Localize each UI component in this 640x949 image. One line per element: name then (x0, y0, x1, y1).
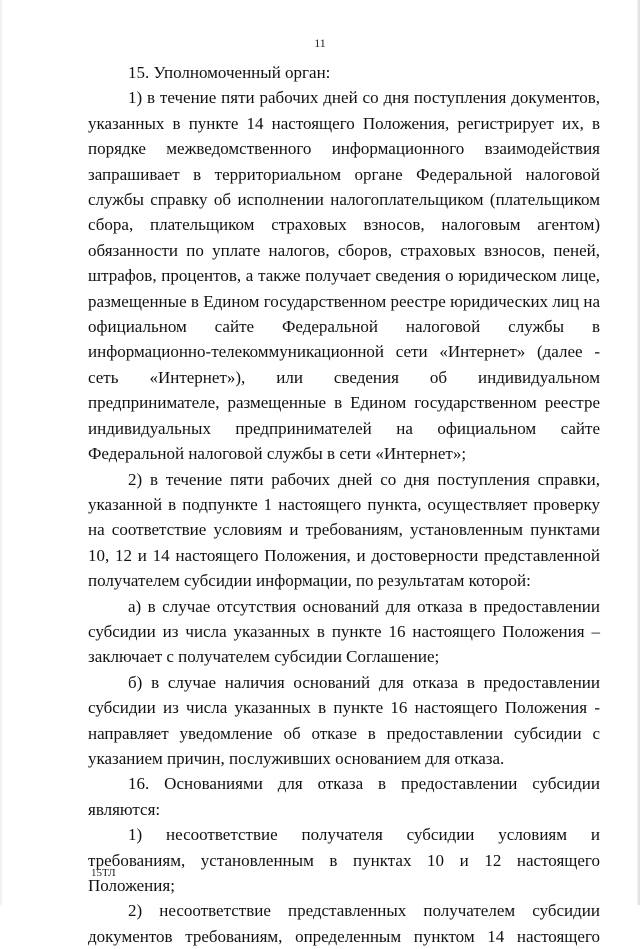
document-code: 15ТЛ (91, 867, 116, 879)
paragraph-15-item-1: 1) в течение пяти рабочих дней со дня поступления документов, указанных в пункте 14 настоящего Положения, регистрирует их, в порядке межведомственного информационного взаимодействия запрашивает в территориальном органе Федеральной налоговой службы справку об исполнении налогоплательщиком (плательщиком сбора, плательщиком страховых взносов, налоговым агентом) обязанности по уплате налогов, сборов, страховых взносов, пеней, штрафов, процентов, а также получает сведения о юридическом лице, размещенные в Едином государственном реестре юридических лиц на официальном сайте Федеральной налоговой службы в информационно-телекоммуникационной сети «Интернет» (далее - сеть «Интернет»), или сведения об индивидуальном предпринимателе, размещенные в Едином государственном реестре индивидуальных предпринимателей на официальном сайте Федеральной налоговой службы в сети «Интернет»; (88, 88, 600, 464)
paragraph-16-heading: 16. Основаниями для отказа в предоставлении субсидии являются: (88, 774, 600, 819)
paragraph-15-item-2: 2) в течение пяти рабочих дней со дня поступления справки, указанной в подпункте 1 настоящего пункта, осуществляет проверку на соответствие условиям и требованиям, установленным пунктами 10, 12 и 14 настоящего Положения, и достоверности представленной получателем субсидии информации, по результатам которой: (88, 469, 600, 591)
page-number: 11 (314, 36, 326, 50)
paragraph-15-heading: 15. Уполномоченный орган: (128, 63, 331, 82)
paragraph-16-item-1: 1) несоответствие получателя субсидии условиям и требованиям, установленным в пунктах 10 и 12 настоящего Положения; (88, 825, 600, 895)
paragraph-15-item-2a: а) в случае отсутствия оснований для отказа в предоставлении субсидии из числа указанных в пункте 16 настоящего Положения – заключает с получателем субсидии Соглашение; (88, 596, 600, 667)
scan-edge-left (0, 0, 2, 905)
paragraph-16-item-2: 2) несоответствие представленных получателем субсидии документов требованиям, определенным пунктом 14 настоящего (88, 901, 600, 946)
document-body (88, 60, 600, 949)
paragraph-15-item-2b: б) в случае наличия оснований для отказа в предоставлении субсидии из числа указанных в пункте 16 настоящего Положения - направляет уведомление об отказе в предоставлении субсидии с указанием причин, послуживших основанием для отказа. (88, 672, 600, 768)
